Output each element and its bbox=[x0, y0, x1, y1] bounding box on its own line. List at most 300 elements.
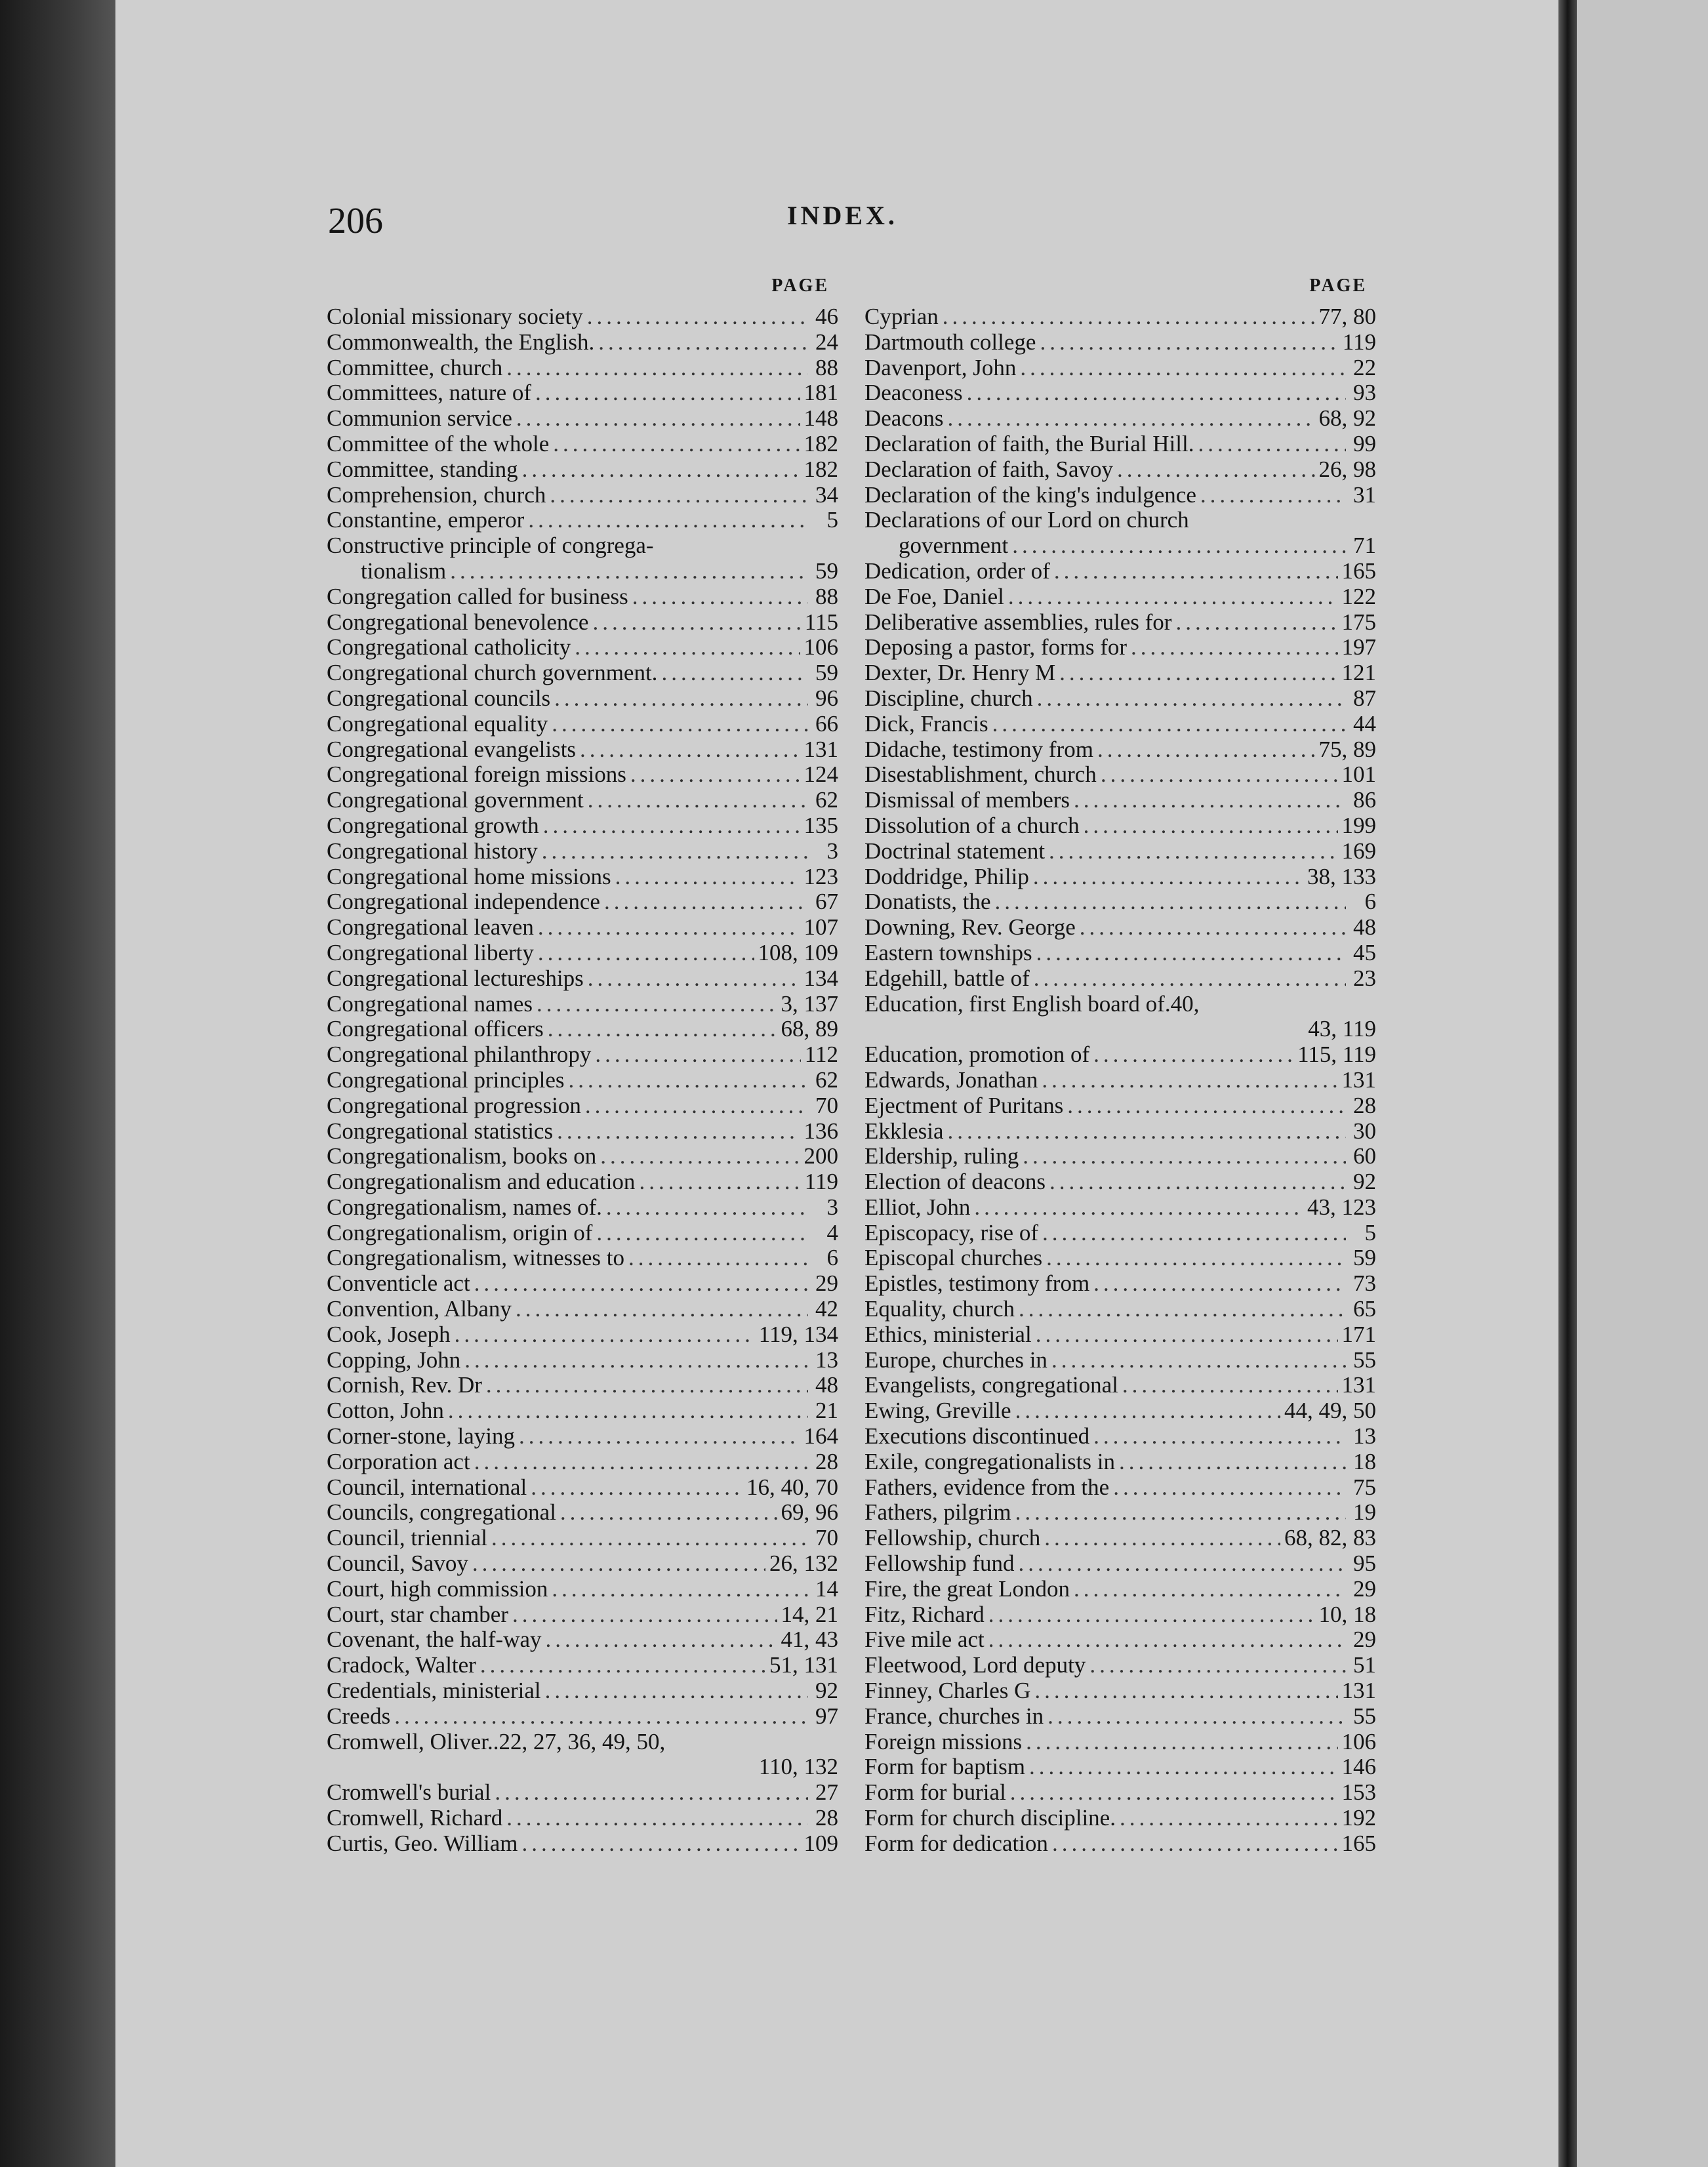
page-reference: 93 bbox=[1353, 380, 1376, 406]
page-reference: 28 bbox=[815, 1805, 838, 1831]
index-term: Form for burial bbox=[864, 1779, 1006, 1806]
index-entry bbox=[864, 1195, 1376, 1221]
dot-leader bbox=[1200, 483, 1346, 508]
page-reference: 28 bbox=[815, 1448, 838, 1474]
dot-leader bbox=[1049, 1169, 1346, 1195]
page-reference: 62 bbox=[815, 1066, 838, 1093]
index-entry bbox=[864, 788, 1376, 813]
index-entry bbox=[327, 1017, 838, 1042]
index-term: Election of deacons bbox=[864, 1169, 1046, 1195]
index-entry bbox=[327, 660, 838, 686]
index-term: Equality, church bbox=[864, 1296, 1015, 1322]
page-reference: 5 bbox=[1364, 1219, 1376, 1246]
index-entry bbox=[327, 813, 838, 839]
index-term: Copping, John bbox=[327, 1347, 461, 1373]
index-term: Five mile act bbox=[864, 1627, 985, 1653]
dot-leader bbox=[512, 1602, 777, 1628]
page-reference: 3, 137 bbox=[781, 990, 838, 1017]
page-reference: 165 bbox=[1341, 557, 1376, 584]
index-term: Didache, testimony from bbox=[864, 736, 1093, 762]
dot-leader bbox=[992, 712, 1346, 737]
page-reference: 122 bbox=[1341, 583, 1376, 609]
index-term: Congregational government bbox=[327, 787, 584, 813]
page-reference: 71 bbox=[1353, 533, 1376, 559]
dot-leader bbox=[486, 1373, 808, 1398]
index-entry bbox=[864, 1500, 1376, 1526]
page-reference: 38, 133 bbox=[1307, 863, 1376, 889]
page-reference: 124 bbox=[803, 761, 838, 788]
index-term: Council, Savoy bbox=[327, 1550, 468, 1577]
index-entry bbox=[864, 380, 1376, 406]
index-entry bbox=[864, 1653, 1376, 1678]
dot-leader bbox=[630, 762, 800, 788]
index-entry bbox=[864, 355, 1376, 381]
index-entry bbox=[327, 1780, 838, 1806]
index-term: Congregational philanthropy bbox=[327, 1042, 592, 1068]
page-reference: 29 bbox=[1353, 1627, 1376, 1653]
page-reference: 51, 131 bbox=[769, 1652, 838, 1678]
index-entry bbox=[327, 1678, 838, 1704]
dot-leader bbox=[394, 1704, 808, 1730]
dot-leader bbox=[1051, 1348, 1346, 1373]
index-entry bbox=[327, 1271, 838, 1297]
index-term: Congregationalism and education bbox=[327, 1169, 636, 1195]
index-entry bbox=[864, 686, 1376, 712]
index-term: Congregational names bbox=[327, 990, 533, 1017]
index-term: Congregational church government. bbox=[327, 660, 658, 686]
column-heading-page: PAGE bbox=[1309, 275, 1367, 296]
page-reference: 6 bbox=[1364, 889, 1376, 915]
page-reference: 24 bbox=[815, 329, 838, 355]
index-term: Committees, nature of bbox=[327, 380, 532, 406]
page-reference: 110, 132 bbox=[758, 1754, 838, 1780]
index-entry bbox=[327, 1195, 838, 1221]
dot-leader bbox=[1089, 1653, 1346, 1678]
index-term: Dedication, order of bbox=[864, 557, 1050, 584]
index-term: Dismissal of members bbox=[864, 787, 1070, 813]
index-term: Europe, churches in bbox=[864, 1347, 1047, 1373]
index-term: Epistles, testimony from bbox=[864, 1270, 1090, 1297]
index-term: Congregationalism, names of. bbox=[327, 1194, 602, 1220]
page-reference: 43, 123 bbox=[1307, 1194, 1376, 1220]
page-reference: 101 bbox=[1341, 761, 1376, 788]
dot-leader bbox=[552, 1577, 808, 1602]
index-term: Finney, Charles G bbox=[864, 1678, 1031, 1704]
page-reference: 59 bbox=[1353, 1245, 1376, 1271]
dot-leader bbox=[1119, 1449, 1346, 1475]
dot-leader bbox=[639, 1169, 800, 1195]
index-entry bbox=[327, 1449, 838, 1475]
page-reference: 23 bbox=[1353, 965, 1376, 991]
index-term: Dissolution of a church bbox=[864, 812, 1080, 838]
index-entry bbox=[864, 1475, 1376, 1501]
index-entry bbox=[864, 992, 1376, 1043]
index-column-left bbox=[327, 275, 838, 1857]
index-entry bbox=[864, 1806, 1376, 1831]
index-term: Eastern townships bbox=[864, 939, 1032, 965]
page-reference: 3 bbox=[826, 1194, 838, 1220]
dot-leader bbox=[615, 864, 800, 890]
page-reference: 182 bbox=[803, 430, 838, 456]
page-reference: 135 bbox=[803, 812, 838, 838]
dot-leader bbox=[464, 1348, 808, 1373]
index-entry bbox=[327, 1119, 838, 1144]
page-reference: 134 bbox=[803, 965, 838, 991]
index-entry-list bbox=[327, 304, 838, 1857]
index-entry bbox=[864, 1398, 1376, 1424]
index-entry bbox=[327, 610, 838, 636]
page-reference: 28 bbox=[1353, 1092, 1376, 1118]
page-reference: 131 bbox=[1341, 1678, 1376, 1704]
index-term: Cotton, John bbox=[327, 1398, 444, 1424]
index-entry bbox=[327, 737, 838, 763]
index-entry bbox=[327, 839, 838, 864]
index-term: Exile, congregationalists in bbox=[864, 1448, 1115, 1474]
dot-leader bbox=[1113, 1475, 1346, 1501]
index-entry-list bbox=[864, 304, 1376, 1857]
dot-leader bbox=[553, 432, 800, 457]
page-reference: 197 bbox=[1341, 634, 1376, 660]
dot-leader bbox=[1033, 864, 1303, 890]
page-reference: 43, 119 bbox=[1308, 1016, 1376, 1042]
index-entry bbox=[864, 584, 1376, 610]
index-term: Committee of the whole bbox=[327, 430, 550, 456]
dot-leader bbox=[491, 1526, 808, 1551]
page-reference: 66 bbox=[815, 710, 838, 737]
page-reference: 4 bbox=[826, 1219, 838, 1246]
index-term: Committee, church bbox=[327, 354, 503, 380]
index-term: Cromwell, Richard bbox=[327, 1805, 503, 1831]
page-reference: 119 bbox=[804, 1169, 838, 1195]
dot-leader bbox=[994, 889, 1346, 915]
dot-leader bbox=[1047, 1704, 1346, 1730]
dot-leader bbox=[542, 839, 808, 864]
index-term: Court, high commission bbox=[327, 1575, 548, 1602]
index-term: Constantine, emperor bbox=[327, 507, 525, 533]
index-term: Episcopal churches bbox=[864, 1245, 1043, 1271]
index-term: Congregational growth bbox=[327, 812, 539, 838]
page-reference: 136 bbox=[803, 1118, 838, 1144]
index-entry bbox=[327, 508, 838, 533]
index-term: Council, international bbox=[327, 1474, 527, 1500]
page-reference: 109 bbox=[803, 1830, 838, 1856]
page-reference: 123 bbox=[803, 863, 838, 889]
dot-leader bbox=[516, 406, 800, 432]
index-term: Congregational principles bbox=[327, 1066, 565, 1093]
dot-leader bbox=[474, 1449, 808, 1475]
index-entry bbox=[327, 1144, 838, 1169]
dot-leader bbox=[554, 686, 808, 712]
index-term: Deposing a pastor, forms for bbox=[864, 634, 1128, 660]
dot-leader bbox=[1023, 1144, 1346, 1169]
index-entry bbox=[327, 635, 838, 660]
index-entry bbox=[327, 915, 838, 941]
index-term: Congregational statistics bbox=[327, 1118, 554, 1144]
dot-leader bbox=[1052, 1831, 1338, 1857]
index-entry bbox=[327, 1577, 838, 1602]
page-reference: 75 bbox=[1353, 1474, 1376, 1500]
page-reference: 48 bbox=[1353, 914, 1376, 941]
page-reference: 30 bbox=[1353, 1118, 1376, 1144]
page-reference: 68, 82, 83 bbox=[1284, 1525, 1376, 1551]
index-term: Communion service bbox=[327, 405, 512, 432]
index-entry bbox=[864, 559, 1376, 584]
page-reference: 97 bbox=[815, 1703, 838, 1729]
dot-leader bbox=[1042, 1068, 1337, 1093]
page-reference: 3 bbox=[826, 838, 838, 864]
index-term: Creeds bbox=[327, 1703, 391, 1729]
dot-leader bbox=[550, 483, 808, 508]
index-term: Cornish, Rev. Dr bbox=[327, 1372, 482, 1398]
index-term: Episcopacy, rise of bbox=[864, 1219, 1038, 1246]
index-term: Comprehension, church bbox=[327, 481, 546, 508]
index-term: Fitz, Richard bbox=[864, 1601, 985, 1627]
page-reference: 14 bbox=[815, 1575, 838, 1602]
index-entry bbox=[327, 330, 838, 355]
dot-leader bbox=[1040, 330, 1338, 355]
index-entry bbox=[327, 1627, 838, 1653]
index-entry bbox=[864, 1373, 1376, 1398]
dot-leader bbox=[543, 813, 800, 839]
dot-leader bbox=[1029, 1754, 1338, 1780]
index-entry bbox=[864, 737, 1376, 763]
index-term: Deaconess bbox=[864, 380, 963, 406]
dot-leader bbox=[1020, 355, 1346, 381]
index-term: Eldership, ruling bbox=[864, 1143, 1019, 1169]
page-reference: 107 bbox=[803, 914, 838, 941]
index-term: Congregational history bbox=[327, 838, 538, 864]
index-entry bbox=[327, 1068, 838, 1093]
index-entry bbox=[327, 1475, 838, 1501]
index-term: Dexter, Dr. Henry M bbox=[864, 660, 1056, 686]
index-term: Colonial missionary society bbox=[327, 304, 583, 329]
index-term: Court, star chamber bbox=[327, 1601, 508, 1627]
index-entry bbox=[864, 457, 1376, 483]
page-reference: 10, 18 bbox=[1318, 1601, 1376, 1627]
dot-leader bbox=[1008, 584, 1338, 610]
index-entry bbox=[864, 1678, 1376, 1704]
index-term: Fleetwood, Lord deputy bbox=[864, 1652, 1086, 1678]
index-term: Congregational lectureships bbox=[327, 965, 584, 991]
index-entry bbox=[327, 788, 838, 813]
page-reference: 26, 98 bbox=[1318, 456, 1376, 482]
index-term: Fellowship fund bbox=[864, 1550, 1015, 1577]
index-entry bbox=[327, 1297, 838, 1322]
index-term: France, churches in bbox=[864, 1703, 1044, 1729]
index-term: Downing, Rev. George bbox=[864, 914, 1076, 941]
index-term: Form for baptism bbox=[864, 1754, 1025, 1780]
page-reference: 51 bbox=[1353, 1652, 1376, 1678]
index-term: Evangelists, congregational bbox=[864, 1372, 1118, 1398]
index-term: Councils, congregational bbox=[327, 1499, 556, 1526]
index-term: Congregational equality bbox=[327, 710, 548, 737]
dot-leader bbox=[1010, 1780, 1338, 1806]
index-entry bbox=[864, 1348, 1376, 1373]
index-term: Elliot, John bbox=[864, 1194, 971, 1220]
page-reference: 131 bbox=[1341, 1372, 1376, 1398]
page-reference: 44, 49, 50 bbox=[1284, 1398, 1376, 1424]
page-reference: 119 bbox=[1342, 329, 1376, 355]
dot-leader bbox=[474, 1271, 808, 1297]
page-reference: 16, 40, 70 bbox=[746, 1474, 838, 1500]
dot-leader bbox=[1175, 610, 1337, 636]
index-entry bbox=[327, 1526, 838, 1551]
index-entry bbox=[864, 889, 1376, 915]
index-term: Congregational evangelists bbox=[327, 736, 577, 762]
dot-leader bbox=[506, 1806, 808, 1831]
index-entry bbox=[864, 1754, 1376, 1780]
index-term: Congregational foreign missions bbox=[327, 761, 626, 788]
index-entry bbox=[864, 1424, 1376, 1449]
index-term: Congregationalism, books on bbox=[327, 1143, 597, 1169]
page-reference: 131 bbox=[1341, 1066, 1376, 1093]
page-reference: 181 bbox=[803, 380, 838, 406]
dot-leader bbox=[472, 1551, 765, 1577]
page-reference: 86 bbox=[1353, 787, 1376, 813]
page-reference: 148 bbox=[803, 405, 838, 432]
index-entry bbox=[327, 1704, 838, 1730]
page-gutter bbox=[1558, 0, 1577, 2167]
index-entry bbox=[864, 508, 1376, 559]
index-term: Deacons bbox=[864, 405, 944, 432]
index-term: Discipline, church bbox=[864, 685, 1033, 711]
index-term: Commonwealth, the English. bbox=[327, 329, 595, 355]
dot-leader bbox=[1036, 1322, 1338, 1348]
page-reference: 14, 21 bbox=[781, 1601, 838, 1627]
index-term: Ewing, Greville bbox=[864, 1398, 1011, 1424]
dot-leader bbox=[548, 1017, 777, 1042]
index-entry bbox=[864, 635, 1376, 660]
dot-leader bbox=[552, 712, 808, 737]
dot-leader bbox=[557, 1119, 800, 1144]
dot-leader bbox=[1093, 1271, 1346, 1297]
index-entry bbox=[327, 457, 838, 483]
page-reference: 13 bbox=[815, 1347, 838, 1373]
page-reference: 18 bbox=[1353, 1448, 1376, 1474]
index-term: Education, promotion of bbox=[864, 1042, 1090, 1068]
page-reference: 175 bbox=[1341, 609, 1376, 635]
dot-leader bbox=[974, 1195, 1303, 1221]
index-term: Education, first English board of.40, bbox=[864, 990, 1200, 1017]
index-term: Covenant, the half-way bbox=[327, 1627, 542, 1653]
page-reference: 95 bbox=[1353, 1550, 1376, 1577]
page-reference: 55 bbox=[1353, 1703, 1376, 1729]
index-entry bbox=[327, 712, 838, 737]
page-reference: 67 bbox=[815, 889, 838, 915]
dot-leader bbox=[967, 380, 1346, 406]
index-entry bbox=[864, 1602, 1376, 1628]
page-reference: 112 bbox=[804, 1042, 838, 1068]
dot-leader bbox=[1117, 457, 1314, 483]
index-term: Congregational home missions bbox=[327, 863, 611, 889]
dot-leader bbox=[516, 1297, 808, 1322]
index-entry bbox=[864, 1730, 1376, 1755]
dot-leader bbox=[1067, 1093, 1346, 1119]
index-term: Cromwell, Oliver..22, 27, 36, 49, 50, bbox=[327, 1728, 666, 1754]
dot-leader bbox=[569, 1068, 808, 1093]
index-entry bbox=[864, 1068, 1376, 1093]
index-entry bbox=[864, 610, 1376, 636]
page-reference: 48 bbox=[815, 1372, 838, 1398]
index-entry bbox=[864, 1577, 1376, 1602]
index-entry bbox=[864, 406, 1376, 432]
index-term: Committee, standing bbox=[327, 456, 518, 482]
index-entry bbox=[864, 660, 1376, 686]
dot-leader bbox=[1037, 686, 1346, 712]
index-entry bbox=[327, 992, 838, 1017]
dot-leader bbox=[592, 610, 800, 636]
page-reference: 99 bbox=[1353, 430, 1376, 456]
dot-leader bbox=[1074, 788, 1346, 813]
index-term: Cradock, Walter bbox=[327, 1652, 476, 1678]
page-reference: 68, 89 bbox=[781, 1016, 838, 1042]
index-term: Corporation act bbox=[327, 1448, 470, 1474]
dot-leader bbox=[1018, 1551, 1346, 1577]
dot-leader bbox=[1044, 1526, 1280, 1551]
index-term: Deliberative assemblies, rules for bbox=[864, 609, 1172, 635]
page-reference: 70 bbox=[815, 1092, 838, 1118]
index-entry bbox=[327, 355, 838, 381]
index-entry bbox=[327, 1653, 838, 1678]
dot-leader bbox=[1034, 1678, 1337, 1704]
dot-leader bbox=[1093, 1424, 1346, 1449]
dot-leader bbox=[1019, 1297, 1346, 1322]
page-reference: 59 bbox=[815, 557, 838, 584]
page-reference: 55 bbox=[1353, 1347, 1376, 1373]
dot-leader bbox=[1034, 966, 1346, 992]
index-entry bbox=[864, 432, 1376, 457]
index-term: Corner-stone, laying bbox=[327, 1423, 516, 1449]
index-entry bbox=[327, 686, 838, 712]
index-entry bbox=[864, 1526, 1376, 1551]
index-term: Cook, Joseph bbox=[327, 1321, 451, 1347]
page-reference: 21 bbox=[815, 1398, 838, 1424]
dot-leader bbox=[1059, 660, 1337, 686]
index-term: Congregational progression bbox=[327, 1092, 581, 1118]
dot-leader bbox=[575, 635, 800, 660]
dot-leader bbox=[1074, 1577, 1346, 1602]
page-reference: 31 bbox=[1353, 481, 1376, 508]
index-term: Donatists, the bbox=[864, 889, 991, 915]
dot-leader bbox=[522, 1831, 800, 1857]
page-reference: 42 bbox=[815, 1296, 838, 1322]
page-reference: 69, 96 bbox=[781, 1499, 838, 1526]
dot-leader bbox=[600, 1144, 800, 1169]
page-reference: 46 bbox=[815, 304, 838, 329]
index-term: Fire, the great London bbox=[864, 1575, 1070, 1602]
index-entry bbox=[327, 966, 838, 992]
page-reference: 41, 43 bbox=[781, 1627, 838, 1653]
index-term: Declarations of our Lord on church bbox=[864, 507, 1189, 533]
index-entry bbox=[327, 1551, 838, 1577]
index-entry bbox=[864, 966, 1376, 992]
index-entry bbox=[864, 712, 1376, 737]
page-reference: 153 bbox=[1341, 1779, 1376, 1806]
dot-leader bbox=[588, 966, 800, 992]
page-reference: 199 bbox=[1341, 812, 1376, 838]
facing-page-edge bbox=[1577, 0, 1708, 2167]
index-term: Disestablishment, church bbox=[864, 761, 1097, 788]
dot-leader bbox=[1015, 1500, 1346, 1526]
dot-leader bbox=[1049, 839, 1337, 864]
page-reference: 171 bbox=[1341, 1321, 1376, 1347]
index-term: Fathers, evidence from the bbox=[864, 1474, 1110, 1500]
dot-leader bbox=[1042, 1221, 1346, 1246]
index-entry bbox=[327, 584, 838, 610]
index-term: Curtis, Geo. William bbox=[327, 1830, 518, 1856]
dot-leader bbox=[506, 355, 808, 381]
dot-leader bbox=[1046, 1246, 1346, 1271]
